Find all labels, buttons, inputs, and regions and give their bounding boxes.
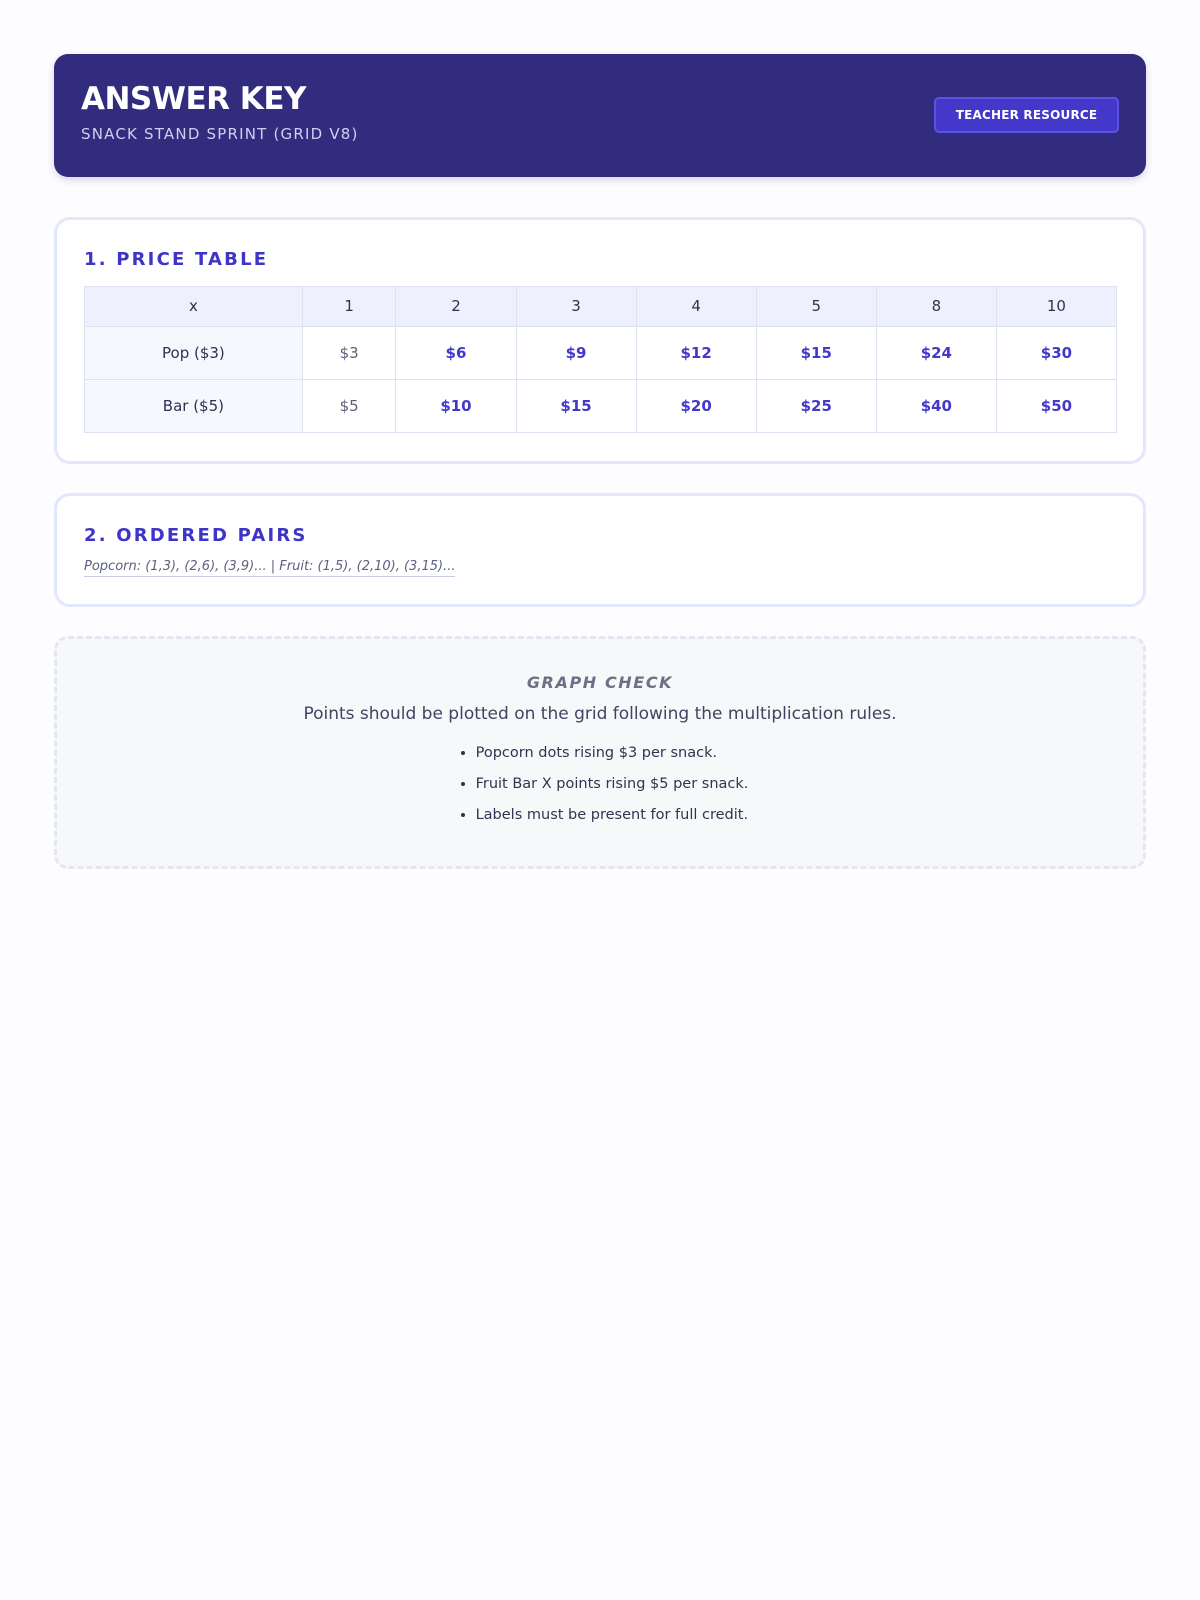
answer-cell: $40	[876, 379, 996, 432]
table-row	[85, 379, 1117, 432]
price-table-title: 1. PRICE TABLE	[84, 249, 269, 270]
page-title: ANSWER KEY	[81, 81, 306, 117]
answer-cell: $24	[876, 326, 996, 379]
ordered-pairs-card	[54, 493, 1146, 607]
price-table-card	[54, 217, 1146, 464]
column-header: x	[85, 286, 303, 326]
header-banner	[54, 54, 1146, 177]
given-price-cell: $5	[302, 379, 396, 432]
column-header: 1	[302, 286, 396, 326]
answer-cell: $20	[636, 379, 756, 432]
graph-check-title: GRAPH CHECK	[526, 673, 674, 692]
ordered-pairs-title: 2. ORDERED PAIRS	[84, 525, 308, 546]
list-item: • Popcorn dots rising $3 per snack.	[476, 738, 749, 769]
graph-check-box	[54, 636, 1146, 869]
ordered-pairs-answer: Popcorn: (1,3), (2,6), (3,9)... | Fruit: (1,5), (2,10), (3,15)...	[84, 559, 455, 577]
column-header: 3	[516, 286, 636, 326]
graph-check-list	[452, 738, 749, 831]
answer-cell: $6	[396, 326, 516, 379]
column-header: 8	[876, 286, 996, 326]
answer-cell: $15	[516, 379, 636, 432]
page-subtitle: SNACK STAND SPRINT (GRID V8)	[81, 125, 359, 143]
answer-cell: $25	[756, 379, 876, 432]
teacher-resource-badge: TEACHER RESOURCE	[934, 97, 1119, 133]
column-header: 2	[396, 286, 516, 326]
answer-cell: $10	[396, 379, 516, 432]
answer-cell: $30	[996, 326, 1116, 379]
column-header: 4	[636, 286, 756, 326]
row-label: Bar ($5)	[85, 379, 303, 432]
list-item: • Fruit Bar X points rising $5 per snack.	[476, 769, 749, 800]
price-table	[84, 286, 1117, 433]
table-header-row	[85, 286, 1117, 326]
answer-cell: $15	[756, 326, 876, 379]
row-label: Pop ($3)	[85, 326, 303, 379]
table-row	[85, 326, 1117, 379]
list-item: • Labels must be present for full credit.	[476, 800, 749, 831]
column-header: 5	[756, 286, 876, 326]
answer-cell: $50	[996, 379, 1116, 432]
graph-check-description: Points should be plotted on the grid following the multiplication rules.	[303, 704, 897, 724]
column-header: 10	[996, 286, 1116, 326]
answer-cell: $12	[636, 326, 756, 379]
answer-cell: $9	[516, 326, 636, 379]
given-price-cell: $3	[302, 326, 396, 379]
